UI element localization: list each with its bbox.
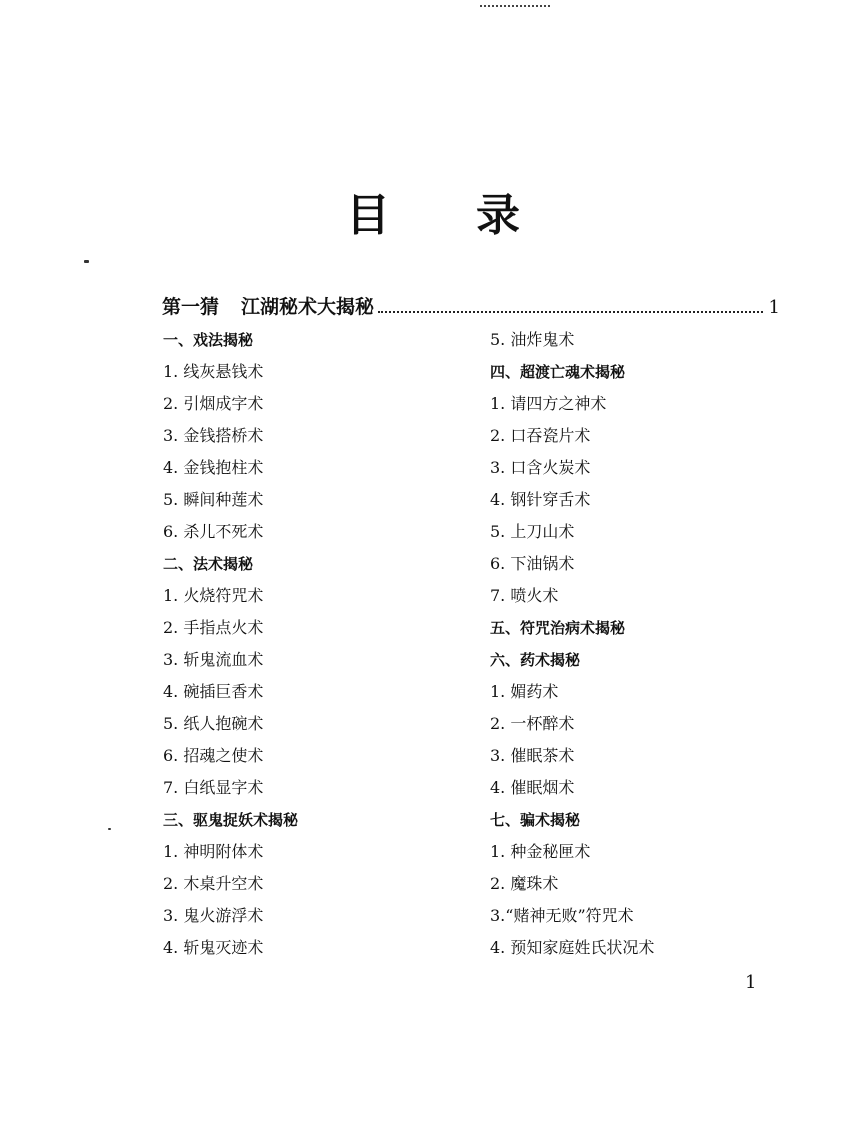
toc-item[interactable]: 6. 下油锅术 xyxy=(490,554,575,573)
toc-item[interactable]: 4. 金钱抱柱术 xyxy=(163,458,264,477)
toc-left-column xyxy=(163,327,463,967)
toc-item[interactable]: 2. 木桌升空术 xyxy=(163,874,264,893)
toc-item[interactable]: 1. 种金秘匣术 xyxy=(490,842,591,861)
toc-item[interactable]: 1. 神明附体术 xyxy=(163,842,264,861)
chapter-title: 江湖秘术大揭秘 xyxy=(241,296,375,318)
chapter-heading[interactable] xyxy=(162,292,780,322)
toc-item[interactable]: 2. 魔珠术 xyxy=(490,874,559,893)
toc-section-heading[interactable]: 二、法术揭秘 xyxy=(163,555,254,573)
chapter-number: 第一猜 xyxy=(162,296,220,318)
toc-section-heading[interactable]: 七、骗术揭秘 xyxy=(490,811,581,829)
toc-item[interactable]: 4. 钢针穿舌术 xyxy=(490,490,591,509)
toc-item[interactable]: 5. 油炸鬼术 xyxy=(490,330,575,349)
toc-item[interactable]: 4. 预知家庭姓氏状况术 xyxy=(490,938,655,957)
toc-item[interactable]: 1. 线灰悬钱术 xyxy=(163,362,264,381)
toc-section-heading[interactable]: 一、戏法揭秘 xyxy=(163,331,254,349)
toc-item[interactable]: 2. 引烟成字术 xyxy=(163,394,264,413)
toc-right-column xyxy=(490,327,790,967)
page-number: 1 xyxy=(745,972,757,993)
scan-speck xyxy=(108,828,111,830)
toc-item[interactable]: 1. 火烧符咒术 xyxy=(163,586,264,605)
toc-item[interactable]: 3.“赌神无败”符咒术 xyxy=(490,906,634,925)
chapter-page-number: 1 xyxy=(768,297,780,318)
page-title: 目录 xyxy=(346,190,606,241)
toc-item[interactable]: 4. 催眠烟术 xyxy=(490,778,575,797)
toc-item[interactable]: 3. 金钱搭桥术 xyxy=(163,426,264,445)
toc-item[interactable]: 2. 手指点火术 xyxy=(163,618,264,637)
toc-section-heading[interactable]: 四、超渡亡魂术揭秘 xyxy=(490,363,626,381)
toc-section-heading[interactable]: 六、药术揭秘 xyxy=(490,651,581,669)
toc-item[interactable]: 1. 媚药术 xyxy=(490,682,559,701)
toc-item[interactable]: 3. 口含火炭术 xyxy=(490,458,591,477)
toc-item[interactable]: 4. 碗插巨香术 xyxy=(163,682,264,701)
toc-item[interactable]: 5. 上刀山术 xyxy=(490,522,575,541)
dot-leader xyxy=(378,310,763,313)
toc-item[interactable]: 5. 纸人抱碗术 xyxy=(163,714,264,733)
toc-item[interactable]: 2. 一杯醉术 xyxy=(490,714,575,733)
toc-item[interactable]: 4. 斩鬼灭迹术 xyxy=(163,938,264,957)
toc-item[interactable]: 3. 催眠茶术 xyxy=(490,746,575,765)
toc-item[interactable]: 3. 鬼火游浮术 xyxy=(163,906,264,925)
top-edge-mark xyxy=(480,0,550,7)
toc-item[interactable]: 2. 口吞瓷片术 xyxy=(490,426,591,445)
toc-item[interactable]: 7. 白纸显字术 xyxy=(163,778,264,797)
toc-item[interactable]: 3. 斩鬼流血术 xyxy=(163,650,264,669)
toc-item[interactable]: 7. 喷火术 xyxy=(490,586,559,605)
toc-item[interactable]: 1. 请四方之神术 xyxy=(490,394,607,413)
toc-item[interactable]: 5. 瞬间种莲术 xyxy=(163,490,264,509)
toc-section-heading[interactable]: 五、符咒治病术揭秘 xyxy=(490,619,626,637)
toc-item[interactable]: 6. 招魂之使术 xyxy=(163,746,264,765)
scan-speck xyxy=(84,260,89,263)
toc-section-heading[interactable]: 三、驱鬼捉妖术揭秘 xyxy=(163,811,299,829)
toc-item[interactable]: 6. 杀儿不死术 xyxy=(163,522,264,541)
